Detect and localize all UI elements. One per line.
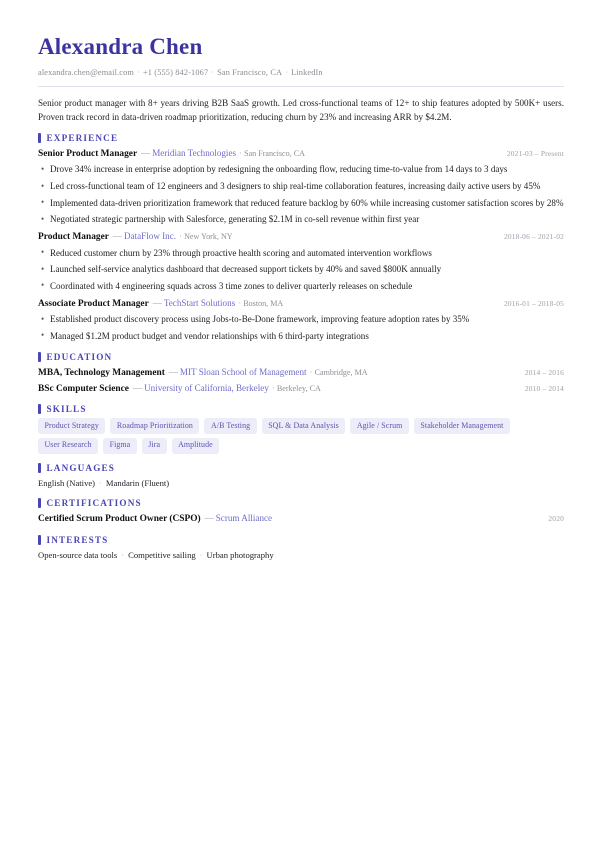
list-separator: · [199,550,203,561]
dash-separator: — [168,366,178,377]
header-divider [38,86,564,87]
skills-chip-list [38,418,564,453]
location-separator: · [271,382,275,393]
job-location: New York, NY [184,232,233,242]
entry-header [38,147,564,161]
contact-separator: · [211,68,215,78]
job-role: Associate Product Manager [38,298,149,309]
degree-name: MBA, Technology Management [38,367,165,378]
summary-paragraph: Senior product manager with 8+ years driving B2B SaaS growth. Led cross-functional teams of 12+ to ship features adopted by 500K+ users. Proven track record in data-driven roadmap prioritization, reducing churn by 23% and increasing ARR by $4.2M. [38,98,564,123]
entry-header [38,512,564,526]
list-item: • Coordinated with 4 engineering squads across 3 time zones to deliver quarterly releases on schedule [38,279,564,293]
skill-chip: Figma [103,438,137,454]
job-dates: 2016-01 – 2018-05 [503,298,564,308]
section-title-certifications: CERTIFICATIONS [46,498,142,509]
entry-header [38,366,564,380]
interest-item: Open-source data tools [38,550,118,561]
list-item: • Negotiated strategic partnership with Salesforce, generating $2.1M in co-sell revenue within first year [38,212,564,226]
school-location: Cambridge, MA [314,367,368,377]
entry-heading-text [38,512,272,526]
dash-separator: — [152,297,162,308]
skill-chip: A/B Testing [204,418,256,434]
job-bullet-list [38,246,564,293]
certification-title: Certified Scrum Product Owner (CSPO) [38,514,201,525]
interests-list [38,549,564,562]
contact-linkedin-link[interactable]: LinkedIn [291,68,323,78]
entry-heading-text [38,382,321,396]
section-header-education [38,352,564,362]
interest-item: Competitive sailing [128,550,196,561]
company-name[interactable]: Meridian Technologies [152,148,237,159]
certification-issuer[interactable]: Scrum Alliance [215,513,273,524]
section-title-experience: EXPERIENCE [46,133,119,144]
skill-chip: Roadmap Prioritization [110,418,199,434]
skill-chip: Jira [142,438,167,454]
languages-list [38,477,564,490]
job-role: Senior Product Manager [38,149,138,160]
experience-entry [38,147,564,226]
section-accent-bar-icon [38,535,41,545]
list-item: • Established product discovery process using Jobs-to-Be-Done framework, improving feature adoption rates by 35% [38,312,564,326]
page-title: Alexandra Chen [38,34,203,59]
section-accent-bar-icon [38,498,41,508]
section-header-certifications [38,498,564,508]
dash-separator: — [112,231,123,242]
experience-entry [38,297,564,343]
location-separator: · [238,297,242,308]
certification-entry [38,512,564,526]
contact-location: San Francisco, CA [217,68,283,78]
section-header-languages [38,463,564,473]
list-item: • Managed $1.2M product budget and vendor relationships with 6 third-party integrations [38,329,564,343]
contact-separator: · [285,68,289,78]
section-accent-bar-icon [38,404,41,414]
section-header-interests [38,535,564,545]
education-dates: 2010 – 2014 [524,383,564,393]
entry-header [38,297,564,311]
interest-item: Urban photography [206,550,274,561]
list-item: • Reduced customer churn by 23% through proactive health scoring and automated intervention workflows [38,246,564,260]
education-dates: 2014 – 2016 [524,367,564,377]
list-item: • Led cross-functional team of 12 engineers and 3 designers to ship real-time collaboration features, increasing daily active users by 45% [38,179,564,193]
section-title-languages: LANGUAGES [46,462,116,473]
school-location: Berkeley, CA [276,383,321,393]
section-header-experience [38,133,564,143]
list-separator: · [99,477,102,488]
skill-chip: Agile / Scrum [350,418,409,434]
contact-separator: · [137,68,140,78]
school-name[interactable]: University of California, Berkeley [144,382,269,393]
entry-heading-text [38,230,233,244]
skill-chip: SQL & Data Analysis [262,418,346,434]
section-title-education: EDUCATION [46,351,113,362]
skill-chip: Amplitude [172,438,220,454]
dash-separator: — [141,148,151,159]
location-separator: · [239,148,243,159]
skill-chip: Stakeholder Management [414,418,510,434]
dash-separator: — [132,382,143,393]
experience-entry [38,230,564,293]
skill-chip: Product Strategy [38,418,105,434]
entry-header [38,230,564,244]
language-item: Mandarin (Fluent) [105,477,170,488]
dash-separator: — [204,513,214,524]
company-name[interactable]: DataFlow Inc. [124,231,177,242]
company-name[interactable]: TechStart Solutions [163,297,236,308]
section-header-skills [38,404,564,414]
skill-chip: User Research [38,438,98,454]
list-item: • Launched self-service analytics dashboard that decreased support tickets by 40% and saved $800K annually [38,262,564,276]
school-name[interactable]: MIT Sloan School of Management [179,366,307,377]
job-bullet-list [38,162,564,226]
contact-phone: +1 (555) 842-1067 [142,68,209,78]
education-entry [38,382,564,396]
location-separator: · [309,366,313,377]
entry-heading-text [38,147,305,161]
degree-name: BSc Computer Science [38,383,129,394]
language-item: English (Native) [38,477,96,488]
education-entry [38,366,564,380]
entry-heading-text [38,297,283,311]
section-accent-bar-icon [38,133,41,143]
job-location: Boston, MA [243,298,284,308]
contact-email: alexandra.chen@email.com [38,68,135,78]
section-title-skills: SKILLS [46,404,87,415]
entry-header [38,382,564,396]
job-location: San Francisco, CA [244,149,305,159]
location-separator: · [179,231,183,242]
list-item: • Implemented data-driven prioritization framework that reduced feature backlog by 60% while increasing customer satisfaction scores by 28% [38,196,564,210]
list-item: • Drove 34% increase in enterprise adoption by redesigning the onboarding flow, reducing time-to-value from 14 days to 3 days [38,162,564,176]
section-accent-bar-icon [38,352,41,362]
job-dates: 2018-06 – 2021-02 [503,232,564,242]
job-role: Product Manager [38,232,109,243]
section-title-interests: INTERESTS [46,535,109,546]
contact-line [38,68,564,79]
list-separator: · [121,550,125,561]
section-accent-bar-icon [38,463,41,473]
job-dates: 2021-03 – Present [506,149,564,159]
job-bullet-list [38,312,564,343]
entry-heading-text [38,366,368,380]
certification-dates: 2020 [548,514,564,524]
